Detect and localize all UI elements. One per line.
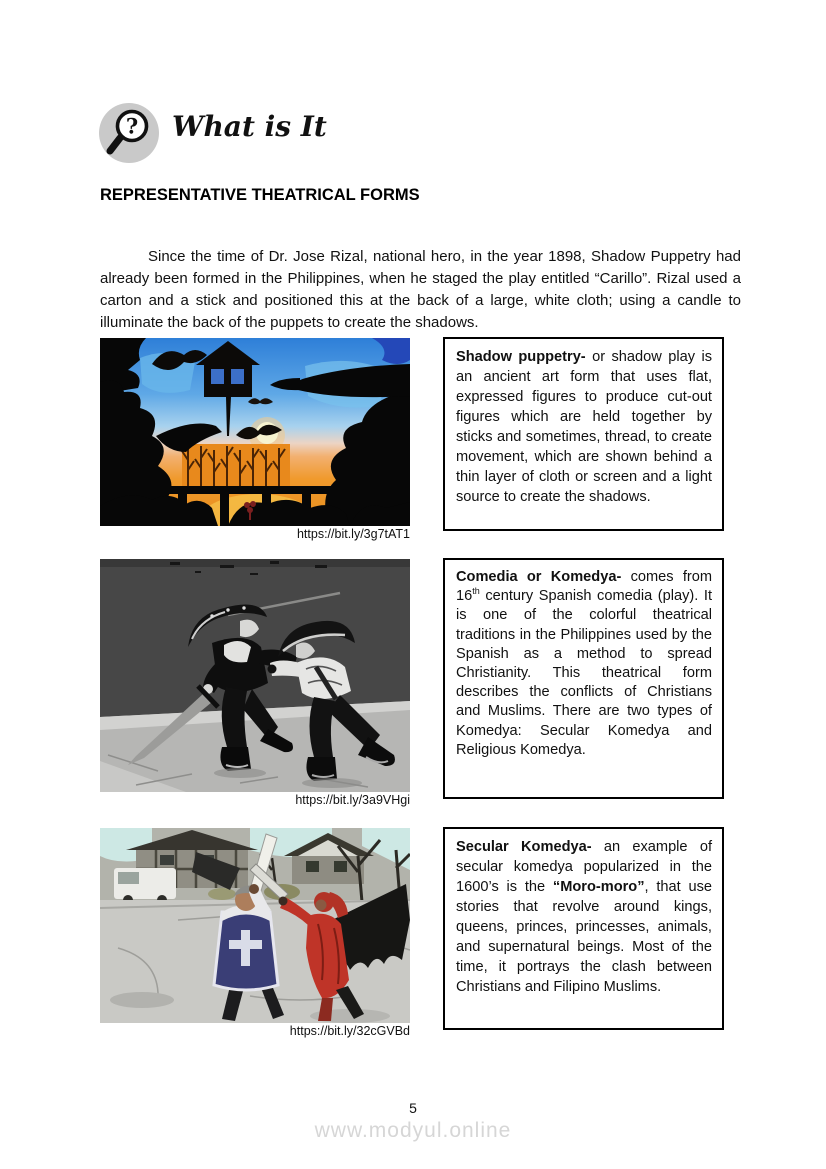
term-label: Comedia or Komedya- <box>456 569 622 585</box>
corn-field <box>182 444 290 488</box>
komedya-textbox <box>443 558 724 799</box>
moro-moro-art <box>100 828 410 1023</box>
shadow-puppetry-textbox <box>443 337 724 531</box>
image-caption: https://bit.ly/3g7tAT1 <box>296 527 410 541</box>
moro-moro-image <box>100 828 410 1023</box>
question-mark-glyph: ? <box>125 113 139 139</box>
komedya-art <box>100 559 410 792</box>
section-heading: REPRESENTATIVE THEATRICAL FORMS <box>100 186 420 204</box>
image-caption: https://bit.ly/32cGVBd <box>289 1024 410 1038</box>
ordinal-superscript: th <box>472 586 480 597</box>
page-number: 5 <box>409 1100 417 1116</box>
watermark: www.modyul.online <box>314 1119 512 1142</box>
moro-moro-bold: “Moro-moro” <box>552 879 645 895</box>
secular-komedya-textbox <box>443 827 724 1030</box>
shadow-puppetry-image <box>100 338 410 526</box>
page-title: What is It <box>172 110 327 143</box>
komedya-image <box>100 559 410 792</box>
magnifier-question-icon <box>98 102 160 164</box>
term-label: Shadow puppetry- <box>456 349 586 365</box>
term-description-part1: comes from 16 <box>456 569 713 605</box>
term-description-part2: , that use stories that revolve around kings, queens, princes, princesses, animals, and supernatural beings. Most of the time, it portrays the clash between Christians and Filipino Muslims. <box>456 879 712 995</box>
term-description-part2: century Spanish comedia (play). It is one of the colorful theatrical traditions in the Philippines used by the Spanish as a method to spread Christianity. This theatrical form describes the conflicts of Christians and Muslims. There are two types of Komedya: Secular Komedya and Religious Komedya. <box>456 588 712 758</box>
term-label: Secular Komedya- <box>456 839 592 855</box>
term-description-part1: an example of secular komedya popularized in the 1600’s is the <box>456 839 712 895</box>
image-caption: https://bit.ly/3a9VHgi <box>295 793 410 807</box>
intro-paragraph: Since the time of Dr. Jose Rizal, national hero, in the year 1898, Shadow Puppetry had already been formed in the Philippines, when he staged the play entitled “Carillo”. Rizal used a carton and a stick and positioned this at the back of a large, white cloth; using a candle to illuminate the back of the puppets to create the shadows. <box>100 248 741 331</box>
term-description: or shadow play is an ancient art form that uses flat, expressed figures to produce cut-out figures which are held together by sticks and sometimes, thread, to create movement, which are shown behind a thin layer of cloth or screen and a light source to create the shadows. <box>456 349 712 505</box>
shadow-puppetry-art <box>100 338 410 526</box>
magnifier-question-icon-art <box>98 102 160 164</box>
